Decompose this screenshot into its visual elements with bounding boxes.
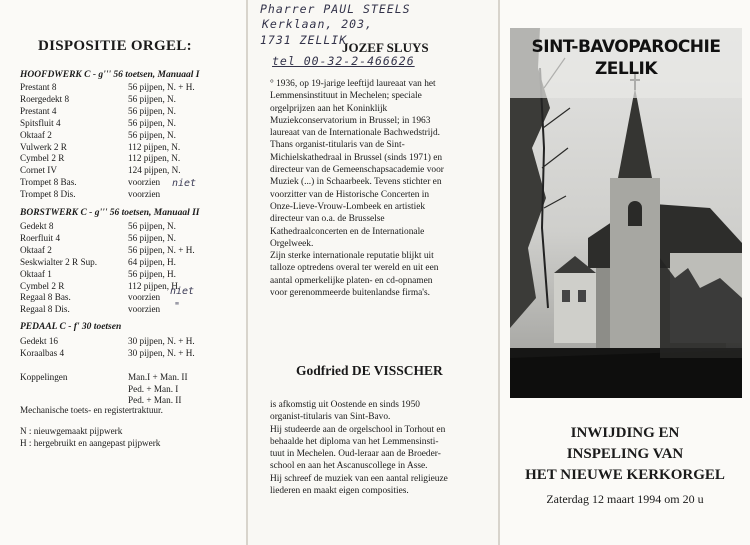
register-pipes: 112 pijpen, N. bbox=[128, 153, 181, 164]
sluys-biography bbox=[270, 78, 494, 299]
register-pipes: 56 pijpen, N. + H. bbox=[128, 244, 195, 255]
bio-line: Onze-Lieve-Vrouw-Lombeek en artistiek bbox=[270, 201, 426, 212]
register-pipes: 56 pijpen, N. bbox=[128, 117, 176, 128]
bio-line: voor gerenommeerde buitenlandse firma's. bbox=[270, 288, 430, 299]
register-pipes: 30 pijpen, N. + H. bbox=[128, 336, 195, 346]
register-pipes: 30 pijpen, N. + H. bbox=[128, 347, 195, 358]
register-name: Trompet 8 Bas. bbox=[20, 177, 77, 188]
hoofdwerk-title: HOOFDWERK C - g''' 56 toetsen, Manuaal I bbox=[20, 70, 200, 80]
event-date: Zaterdag 12 maart 1994 om 20 u bbox=[546, 492, 704, 506]
bio-line: Thans organist-titularis van de Sint- bbox=[270, 140, 405, 151]
parish-name: SINT-BAVOPAROCHIE bbox=[531, 37, 721, 57]
handwritten-phone: tel 00-32-2-466626 bbox=[272, 54, 415, 68]
event-title-line: HET NIEUWE KERKORGEL bbox=[525, 467, 725, 483]
register-pipes: voorzien bbox=[128, 304, 161, 315]
event-title-line: INWIJDING EN bbox=[570, 425, 680, 441]
register-pipes: voorzien bbox=[128, 189, 161, 200]
register-pipes: 56 pijpen, H. bbox=[128, 268, 176, 279]
bio-line: aantal opmerkelijke platen- en cd-opnamen bbox=[270, 275, 433, 286]
disposition-heading: DISPOSITIE ORGEL: bbox=[38, 38, 192, 54]
register-name: Seskwialter 2 R Sup. bbox=[20, 256, 98, 267]
register-name: Regaal 8 Dis. bbox=[20, 304, 70, 315]
borstwerk-title: BORSTWERK C - g''' 56 toetsen, Manuaal II bbox=[20, 208, 200, 218]
cover-page bbox=[500, 0, 750, 545]
register-name: Trompet 8 Dis. bbox=[20, 189, 76, 200]
handwritten-address-line: 1731 ZELLIK bbox=[260, 33, 348, 47]
handwritten-note: " bbox=[174, 301, 181, 312]
register-pipes: 64 pijpen, H. bbox=[128, 256, 176, 267]
register-name: Oktaaf 2 bbox=[20, 244, 52, 255]
register-name: Gedekt 16 bbox=[20, 336, 59, 346]
register-name: Regaal 8 Bas. bbox=[20, 292, 71, 303]
register-pipes: 56 pijpen, N. bbox=[128, 221, 176, 231]
bio-line: Muziek (...) in Schaarbeek. Tevens stichter en bbox=[270, 177, 442, 188]
register-name: Roerfluit 4 bbox=[20, 232, 61, 243]
bio-line: Hij schreef de muziek van een aantal religieuze bbox=[270, 473, 448, 484]
event-title-line: INSPELING VAN bbox=[566, 446, 684, 462]
bio-line: ° 1936, op 19-jarige leeftijd laureaat van het bbox=[270, 79, 436, 89]
bio-line: organist-titularis van Sint-Bavo. bbox=[270, 412, 391, 423]
register-pipes: 112 pijpen, N. bbox=[128, 141, 181, 152]
register-pipes: voorzien bbox=[128, 177, 161, 188]
bio-line: Kathedraalconcerten en de Internationale bbox=[270, 226, 425, 237]
bio-line: Hij studeerde aan de orgelschool in Torhout en bbox=[270, 424, 446, 435]
bio-line: directeur van de Gemeenschapsacademie voor bbox=[270, 165, 444, 176]
bio-line: tuut in Mechelen. Oud-leraar aan de Broeder- bbox=[270, 449, 441, 460]
handwritten-note: niet bbox=[170, 286, 195, 297]
bio-line: school en aan het Ascanuscollege in Asse. bbox=[270, 461, 428, 472]
register-name: Vulwerk 2 R bbox=[20, 141, 67, 152]
bio-line: Michielskathedraal in Brussel (sinds 1971) en bbox=[270, 152, 443, 163]
bio-line: directeur van o.a. de Brusselse bbox=[270, 214, 385, 225]
bio-line: talloze optredens overal ter wereld en uit een bbox=[270, 263, 439, 274]
register-name: Oktaaf 2 bbox=[20, 129, 52, 140]
organ-disposition-page bbox=[0, 0, 246, 545]
church-photo bbox=[510, 28, 742, 398]
visscher-biography bbox=[270, 399, 494, 497]
bio-line: orgelprijzen aan het Koninklijk bbox=[270, 103, 388, 114]
bio-line: behaalde het diploma van het Lemmensinsti- bbox=[270, 436, 439, 447]
church-photo-illustration bbox=[510, 28, 742, 398]
register-pipes: 56 pijpen, N. + H. bbox=[128, 82, 195, 92]
coupler-item: Man.I + Man. II bbox=[128, 372, 188, 382]
register-name: Roergedekt 8 bbox=[20, 93, 70, 104]
bio-line: is afkomstig uit Oostende en sinds 1950 bbox=[270, 400, 420, 410]
register-name: Oktaaf 1 bbox=[20, 268, 52, 279]
register-pipes: voorzien bbox=[128, 292, 161, 303]
pedaal-title: PEDAAL C - f' 30 toetsen bbox=[20, 322, 122, 332]
coupler-item: Ped. + Man. II bbox=[128, 395, 182, 405]
bio-line: laureaat van de Internationale Bachwedstrijd. bbox=[270, 128, 440, 139]
register-pipes: 56 pijpen, N. bbox=[128, 232, 176, 243]
register-name: Cornet IV bbox=[20, 165, 57, 176]
legend-new: N : nieuwgemaakt pijpwerk bbox=[20, 426, 123, 436]
parish-town: ZELLIK bbox=[594, 59, 658, 79]
handwritten-note: niet bbox=[172, 178, 197, 189]
register-pipes: 56 pijpen, N. bbox=[128, 129, 176, 140]
bio-line: Lemmensinstituut in Mechelen; speciale bbox=[270, 91, 422, 102]
register-pipes: 112 pijpen, H. bbox=[128, 280, 181, 291]
coupler-item: Ped. + Man. I bbox=[128, 383, 179, 394]
register-name: Koraalbas 4 bbox=[20, 347, 65, 358]
register-name: Gedekt 8 bbox=[20, 221, 54, 231]
handwritten-address-line: Kerklaan, 203, bbox=[262, 17, 373, 31]
bio-line: Zijn sterke internationale reputatie blijkt uit bbox=[270, 251, 434, 262]
register-pipes: 56 pijpen, N. bbox=[128, 105, 176, 116]
register-name: Prestant 8 bbox=[20, 82, 57, 92]
organists-page bbox=[248, 0, 498, 545]
bio-line: Orgelweek. bbox=[270, 238, 314, 249]
register-name: Cymbel 2 R bbox=[20, 153, 65, 164]
organist-name-visscher: Godfried DE VISSCHER bbox=[296, 363, 443, 378]
handwritten-address-line: Pharrer PAUL STEELS bbox=[260, 2, 411, 16]
bio-line: Muziekconservatorium in Brussel; in 1963 bbox=[270, 115, 431, 126]
legend-reused: H : hergebruikt en aangepast pijpwerk bbox=[20, 438, 161, 448]
bio-line: voorzitter van de Historische Concerten in bbox=[270, 189, 430, 200]
bio-line: liederen en maakt eigen composities. bbox=[270, 486, 409, 497]
register-name: Cymbel 2 R bbox=[20, 280, 65, 291]
koppelingen-label: Koppelingen bbox=[20, 372, 68, 382]
mechanics-text: Mechanische toets- en registertraktuur. bbox=[20, 405, 163, 415]
register-pipes: 124 pijpen, N. bbox=[128, 165, 181, 176]
register-name: Prestant 4 bbox=[20, 105, 57, 116]
register-pipes: 56 pijpen, N. bbox=[128, 93, 176, 104]
organist-name-sluys: JOZEF SLUYS bbox=[342, 40, 429, 55]
register-name: Spitsfluit 4 bbox=[20, 117, 61, 128]
